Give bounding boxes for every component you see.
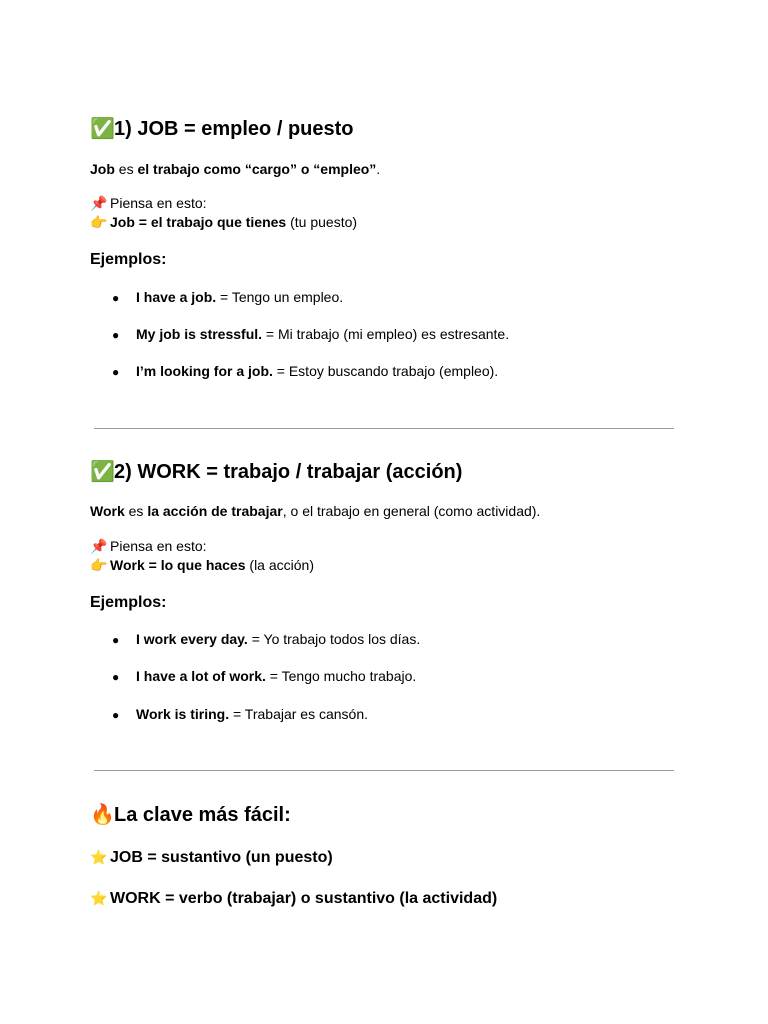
pointing-hand-icon: 👉	[90, 557, 108, 573]
example-spanish: = Tengo un empleo.	[216, 289, 344, 305]
job-think-rest: (tu puesto)	[286, 214, 358, 230]
example-spanish: = Estoy buscando trabajo (empleo).	[272, 363, 499, 379]
star-icon: ⭐	[90, 890, 108, 906]
work-think-label: Piensa en esto:	[110, 538, 207, 554]
work-def-end: , o el trabajo en general (como actividad).	[282, 503, 541, 519]
job-think-bold: Job = el trabajo que tienes	[110, 214, 287, 230]
pushpin-icon: 📌	[90, 538, 108, 554]
list-item	[112, 668, 416, 684]
list-item	[112, 326, 509, 342]
work-def-term: Work	[90, 503, 125, 519]
fire-icon: 🔥	[90, 804, 115, 826]
work-think-line	[90, 556, 314, 575]
section-divider	[94, 428, 674, 429]
check-mark-icon: ✅	[90, 118, 115, 140]
job-think-label: Piensa en esto:	[110, 195, 207, 211]
key-item	[90, 890, 497, 908]
job-section-heading	[90, 116, 354, 141]
pointing-hand-icon: 👉	[90, 214, 108, 230]
bullet-icon: ●	[112, 291, 120, 305]
work-section-title: 2) WORK = trabajo / trabajar (acción)	[114, 461, 463, 483]
list-item	[112, 363, 498, 379]
example-english: I work every day.	[136, 631, 248, 647]
job-def-end: .	[376, 161, 381, 177]
key-item-text: WORK = verbo (trabajar) o sustantivo (la actividad)	[110, 890, 498, 907]
job-definition	[90, 160, 380, 179]
job-section-title: 1) JOB = empleo / puesto	[114, 118, 354, 140]
work-def-meaning: la acción de trabajar	[147, 503, 283, 519]
list-item	[112, 706, 368, 722]
star-icon: ⭐	[90, 849, 108, 865]
work-examples-heading: Ejemplos:	[90, 594, 167, 611]
list-item	[112, 631, 420, 647]
key-item-text: JOB = sustantivo (un puesto)	[110, 849, 333, 866]
bullet-icon: ●	[112, 633, 120, 647]
job-def-term: Job	[90, 161, 115, 177]
example-spanish: = Mi trabajo (mi empleo) es estresante.	[262, 326, 510, 342]
job-examples-heading: Ejemplos:	[90, 251, 167, 268]
key-section-title: La clave más fácil:	[114, 804, 291, 826]
bullet-icon: ●	[112, 365, 120, 379]
example-spanish: = Yo trabajo todos los días.	[247, 631, 421, 647]
key-item	[90, 849, 333, 867]
pushpin-icon: 📌	[90, 195, 108, 211]
example-spanish: = Trabajar es cansón.	[229, 706, 369, 722]
example-english: I have a job.	[136, 289, 217, 305]
work-think-rest: (la acción)	[245, 557, 314, 573]
work-def-connector: es	[124, 503, 148, 519]
example-spanish: = Tengo mucho trabajo.	[265, 668, 417, 684]
list-item	[112, 289, 343, 305]
example-english: Work is tiring.	[136, 706, 230, 722]
bullet-icon: ●	[112, 670, 120, 684]
job-think-label-line	[90, 194, 207, 213]
job-def-meaning: el trabajo como “cargo” o “empleo”	[137, 161, 377, 177]
example-english: My job is stressful.	[136, 326, 263, 342]
bullet-icon: ●	[112, 328, 120, 342]
work-think-bold: Work = lo que haces	[110, 557, 246, 573]
check-mark-icon: ✅	[90, 461, 115, 483]
key-section-heading	[90, 802, 291, 827]
example-english: I’m looking for a job.	[136, 363, 273, 379]
example-english: I have a lot of work.	[136, 668, 266, 684]
work-definition	[90, 502, 540, 521]
work-think-label-line	[90, 537, 207, 556]
bullet-icon: ●	[112, 708, 120, 722]
job-think-line	[90, 213, 357, 232]
job-def-connector: es	[114, 161, 138, 177]
section-divider	[94, 770, 674, 771]
work-section-heading	[90, 459, 462, 484]
